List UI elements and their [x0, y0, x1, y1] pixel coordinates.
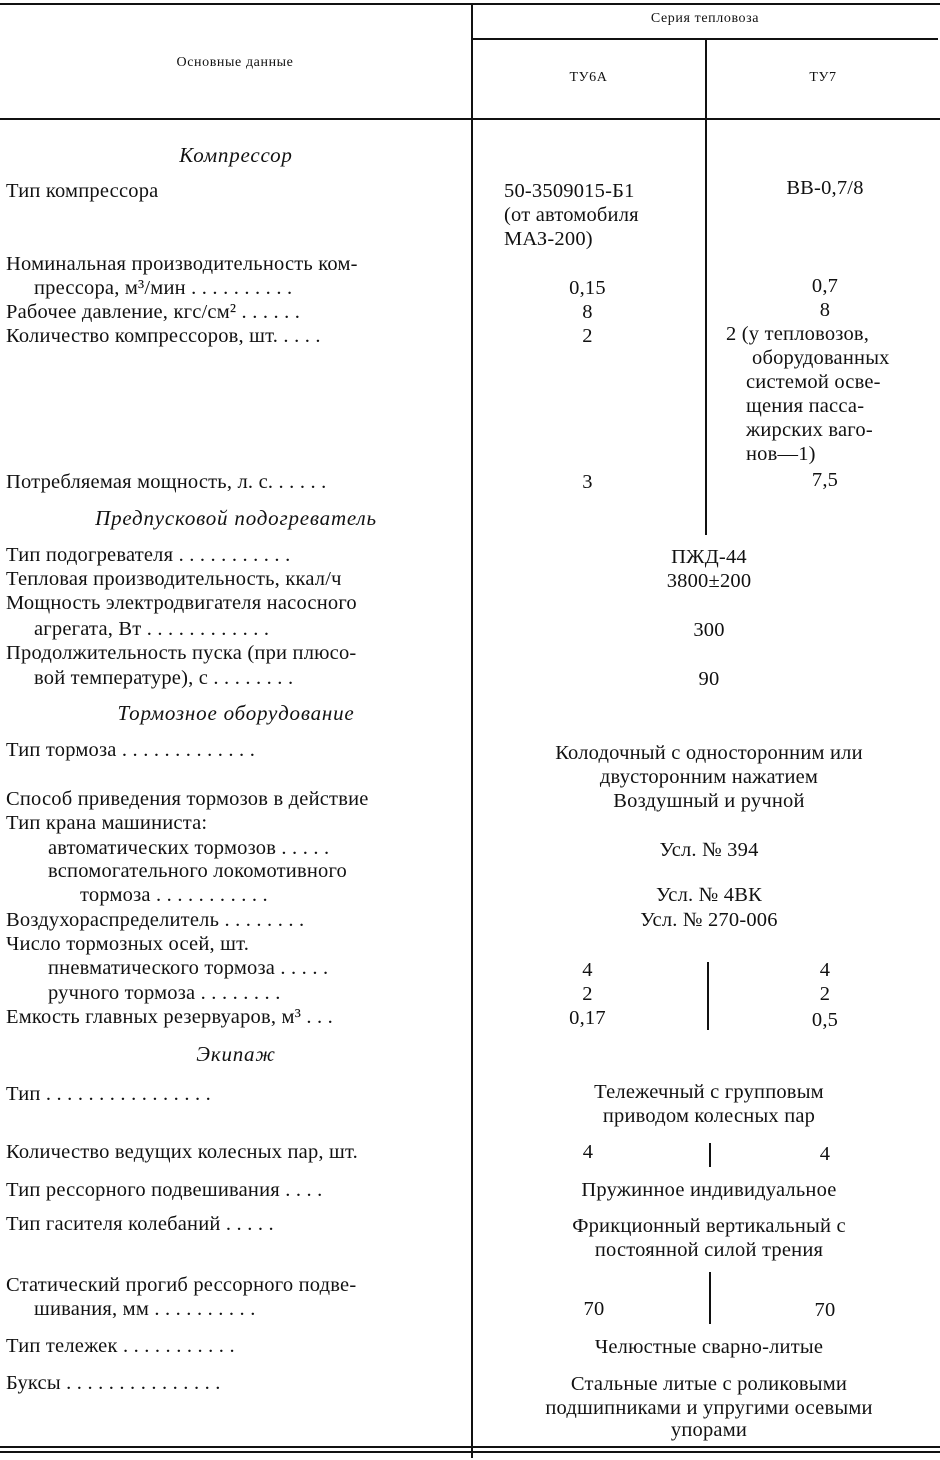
auto-brakes-value: Усл. № 394 — [659, 839, 759, 861]
tu7-header: ТУ7 — [809, 70, 837, 85]
air-distributor-label: Воздухораспределитель . . . . . . . . — [6, 909, 305, 931]
driving-wheelsets-label: Количество ведущих колесных пар, шт. — [6, 1141, 358, 1163]
compressor-type-tu7: ВВ-0,7/8 — [786, 177, 864, 199]
brake-type-value-1: Колодочный с односторонним или — [555, 742, 863, 764]
compressor-count-tu7-6: нов—1) — [746, 443, 816, 465]
crew-type-value-2: приводом колесных пар — [602, 1105, 816, 1127]
static-deflection-tu7: 70 — [814, 1299, 836, 1321]
main-data-header: Основные данные — [176, 55, 294, 70]
brake-type-value-2: двусторонним нажатием — [599, 766, 819, 788]
start-duration-label-1: Продолжительность пуска (при плюсо- — [6, 642, 357, 664]
axles-series-divider — [707, 962, 709, 1030]
aux-brake-value: Усл. № 4ВК — [656, 884, 762, 906]
compressor-type-tu6a-1: 50-3509015-Б1 — [504, 180, 635, 202]
pneumatic-brake-tu6a: 4 — [582, 959, 593, 981]
damper-type-value-1: Фрикционный вертикальный с — [572, 1215, 846, 1237]
heater-type-value: ПЖД-44 — [671, 546, 747, 568]
driving-wheelsets-tu6a: 4 — [582, 1141, 594, 1163]
static-deflection-tu6a: 70 — [583, 1298, 605, 1320]
start-duration-label-2: вой температуре), с . . . . . . . . — [34, 667, 294, 689]
static-deflection-label-2: шивания, мм . . . . . . . . . . — [34, 1298, 256, 1320]
damper-type-label: Тип гасителя колебаний . . . . . — [6, 1213, 274, 1235]
reservoir-capacity-tu7: 0,5 — [811, 1009, 839, 1031]
hand-brake-tu6a: 2 — [582, 983, 593, 1005]
bogie-type-label: Тип тележек . . . . . . . . . . . — [6, 1335, 235, 1357]
heater-type-label: Тип подогревателя . . . . . . . . . . . — [6, 544, 291, 566]
heat-output-label: Тепловая производительность, ккал/ч — [6, 568, 342, 590]
header-bottom-rule — [0, 118, 940, 120]
pump-power-label-2: агрегата, Вт . . . . . . . . . . . . — [34, 618, 270, 640]
capacity-label-1: Номинальная производительность ком- — [6, 253, 358, 275]
section-brakes: Тормозное оборудование — [117, 701, 355, 725]
pneumatic-brake-label: пневматического тормоза . . . . . — [48, 957, 329, 979]
section-compressor: Компрессор — [179, 143, 293, 167]
pneumatic-brake-tu7: 4 — [819, 959, 831, 981]
pressure-tu7: 8 — [819, 299, 831, 321]
auto-brakes-label: автоматических тормозов . . . . . — [48, 837, 330, 859]
pump-power-value: 300 — [693, 619, 725, 641]
compressor-count-tu7-2: оборудованных — [752, 347, 890, 369]
suspension-type-value: Пружинное индивидуальное — [581, 1179, 837, 1201]
brake-actuation-label: Способ приведения тормозов в действие — [6, 788, 369, 810]
brake-type-label: Тип тормоза . . . . . . . . . . . . . — [6, 739, 256, 761]
series-header: Серия тепловоза — [650, 11, 760, 26]
crew-type-value-1: Тележечный с групповым — [594, 1081, 824, 1103]
compressor-count-label: Количество компрессоров, шт. . . . . — [6, 325, 321, 347]
compressor-count-tu7-5: жирских ваго- — [746, 419, 873, 441]
capacity-tu6a: 0,15 — [569, 277, 606, 299]
top-rule — [0, 3, 940, 5]
brake-actuation-value: Воздушный и ручной — [613, 790, 805, 812]
driving-wheelsets-tu7: 4 — [819, 1143, 831, 1165]
axle-boxes-value-2: подшипниками и упругими осевыми — [545, 1397, 873, 1419]
hand-brake-label: ручного тормоза . . . . . . . . — [48, 982, 281, 1004]
axle-boxes-value-3: упорами — [670, 1419, 748, 1441]
pressure-tu6a: 8 — [582, 301, 593, 323]
hand-brake-tu7: 2 — [819, 983, 831, 1005]
compressor-type-tu6a-3: МАЗ-200) — [504, 228, 593, 250]
static-deflection-label-1: Статический прогиб рессорного подве- — [6, 1274, 357, 1296]
pressure-label: Рабочее давление, кгс/см² . . . . . . — [6, 301, 301, 323]
section-preheater: Предпусковой подогреватель — [95, 506, 377, 530]
compressor-count-tu6a: 2 — [582, 325, 593, 347]
tu6a-header: ТУ6А — [569, 70, 608, 85]
bogie-type-value: Челюстные сварно-литые — [594, 1336, 824, 1358]
capacity-label-2: прессора, м³/мин . . . . . . . . . . — [34, 277, 293, 299]
compressor-count-tu7-3: системой осве- — [746, 371, 881, 393]
heat-output-value: 3800±200 — [666, 570, 752, 592]
air-distributor-value: Усл. № 270-006 — [640, 909, 778, 931]
power-consumption-tu6a: 3 — [582, 471, 593, 493]
driver-valve-label: Тип крана машиниста: — [6, 812, 208, 834]
section-crew: Экипаж — [196, 1042, 276, 1066]
compressor-type-tu6a-2: (от автомобиля — [504, 204, 639, 226]
power-consumption-label: Потребляемая мощность, л. с. . . . . . — [6, 471, 327, 493]
braked-axles-label: Число тормозных осей, шт. — [6, 933, 250, 955]
compressor-count-tu7-1: 2 (у тепловозов, — [726, 323, 870, 345]
axle-boxes-label: Буксы . . . . . . . . . . . . . . . — [6, 1372, 221, 1394]
aux-brake-label-2: тормоза . . . . . . . . . . . — [80, 884, 268, 906]
pump-power-label-1: Мощность электродвигателя насосного — [6, 592, 357, 614]
capacity-tu7: 0,7 — [811, 275, 839, 297]
aux-brake-label-1: вспомогательного локомотивного — [48, 860, 348, 882]
compressor-count-tu7-4: щения пасса- — [746, 395, 865, 417]
damper-type-value-2: постоянной силой трения — [594, 1239, 824, 1261]
suspension-type-label: Тип рессорного подвешивания . . . . — [6, 1179, 323, 1201]
start-duration-value: 90 — [698, 668, 720, 690]
reservoir-capacity-tu6a: 0,17 — [569, 1007, 606, 1029]
main-column-divider — [471, 3, 473, 1458]
bottom-rule-2 — [0, 1451, 940, 1453]
reservoir-capacity-label: Емкость главных резервуаров, м³ . . . — [6, 1006, 334, 1028]
compressor-series-divider — [705, 120, 707, 535]
crew-type-label: Тип . . . . . . . . . . . . . . . . — [6, 1083, 211, 1105]
power-consumption-tu7: 7,5 — [811, 469, 839, 491]
bottom-rule-1 — [0, 1446, 940, 1448]
compressor-type-label: Тип компрессора — [6, 180, 159, 202]
axle-boxes-value-1: Стальные литые с роликовыми — [570, 1373, 848, 1395]
